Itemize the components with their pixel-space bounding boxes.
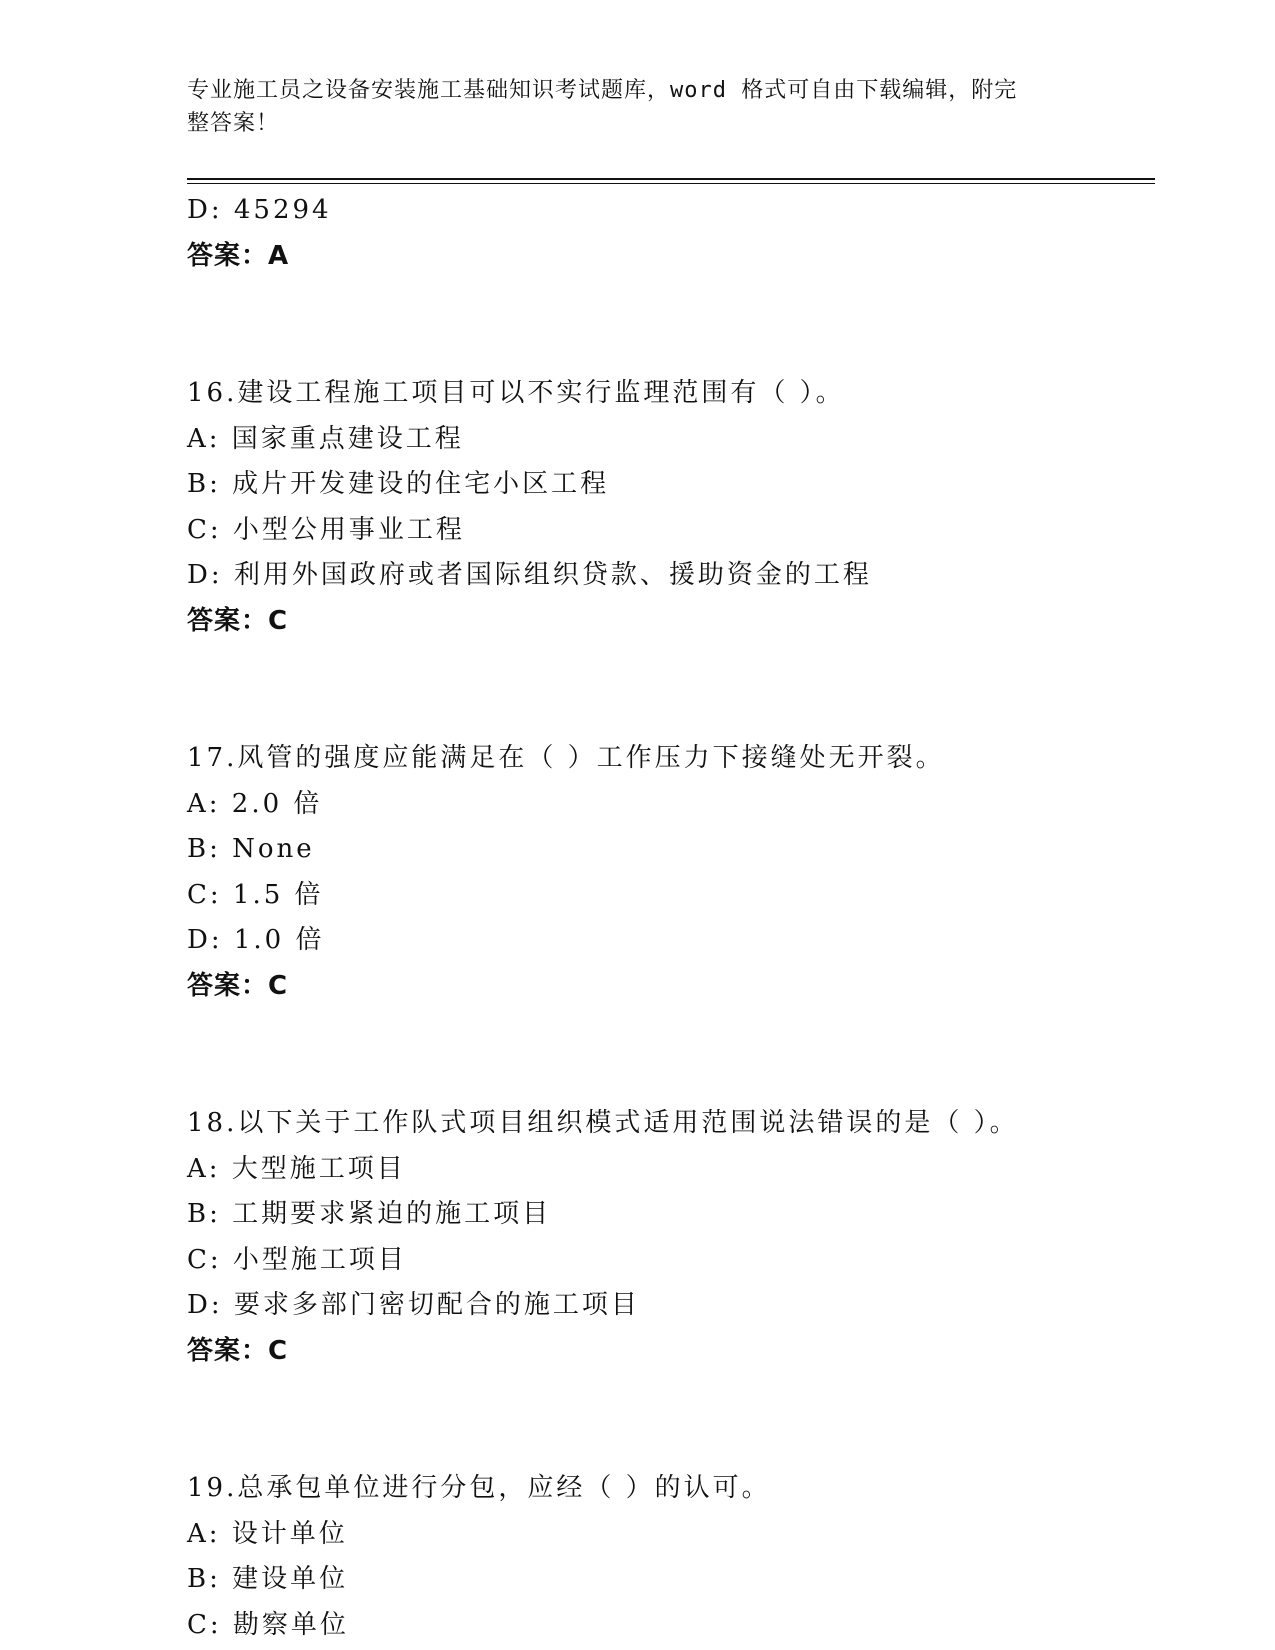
option-a: A: 大型施工项目 <box>187 1153 406 1184</box>
question-stem: 19.总承包单位进行分包，应经（ ）的认可。 <box>187 1473 771 1503</box>
answer-line: 答案：A <box>187 240 290 271</box>
option-b: B: 成片开发建设的住宅小区工程 <box>187 469 610 499</box>
option-d: D: 利用外国政府或者国际组织贷款、援助资金的工程 <box>187 560 872 590</box>
answer-line: 答案：C <box>187 605 289 636</box>
option-a: A: 国家重点建设工程 <box>187 423 464 454</box>
option-c: C: 小型公用事业工程 <box>187 514 465 545</box>
answer-line: 答案：C <box>187 1335 289 1366</box>
question-19 <box>187 1466 1155 1648</box>
spacer <box>187 279 1155 371</box>
option-b: B: 建设单位 <box>187 1564 349 1594</box>
question-list <box>187 188 1155 1648</box>
question-stem: 17.风管的强度应能满足在（ ）工作压力下接缝处无开裂。 <box>187 743 945 773</box>
option-a: A: 设计单位 <box>187 1518 348 1549</box>
option-a: A: 2.0 倍 <box>187 788 323 819</box>
option-b: B: 工期要求紧迫的施工项目 <box>187 1199 552 1229</box>
option-c: C: 小型施工项目 <box>187 1244 407 1275</box>
document-header <box>187 74 1067 140</box>
answer-line: 答案：C <box>187 970 289 1001</box>
previous-question-tail <box>187 188 1155 279</box>
header-line-1: 专业施工员之设备安装施工基础知识考试题库，word 格式可自由下载编辑，附完 <box>187 78 1018 103</box>
question-stem: 16.建设工程施工项目可以不实行监理范围有（ ）。 <box>187 378 845 408</box>
spacer <box>187 1374 1155 1466</box>
header-divider-thin <box>187 183 1155 184</box>
option-c: C: 勘察单位 <box>187 1609 349 1640</box>
question-18 <box>187 1101 1155 1374</box>
spacer <box>187 1009 1155 1101</box>
option-b: B: None <box>187 834 315 864</box>
option-d: D: 45294 <box>187 195 332 225</box>
header-line-2: 整答案！ <box>187 111 280 136</box>
question-17 <box>187 736 1155 1009</box>
question-stem: 18.以下关于工作队式项目组织模式适用范围说法错误的是（ ）。 <box>187 1108 1019 1138</box>
option-c: C: 1.5 倍 <box>187 879 324 910</box>
question-16 <box>187 371 1155 644</box>
header-divider-thick <box>187 178 1155 180</box>
spacer <box>187 644 1155 736</box>
option-d: D: 要求多部门密切配合的施工项目 <box>187 1290 640 1320</box>
option-d: D: 1.0 倍 <box>187 925 325 955</box>
